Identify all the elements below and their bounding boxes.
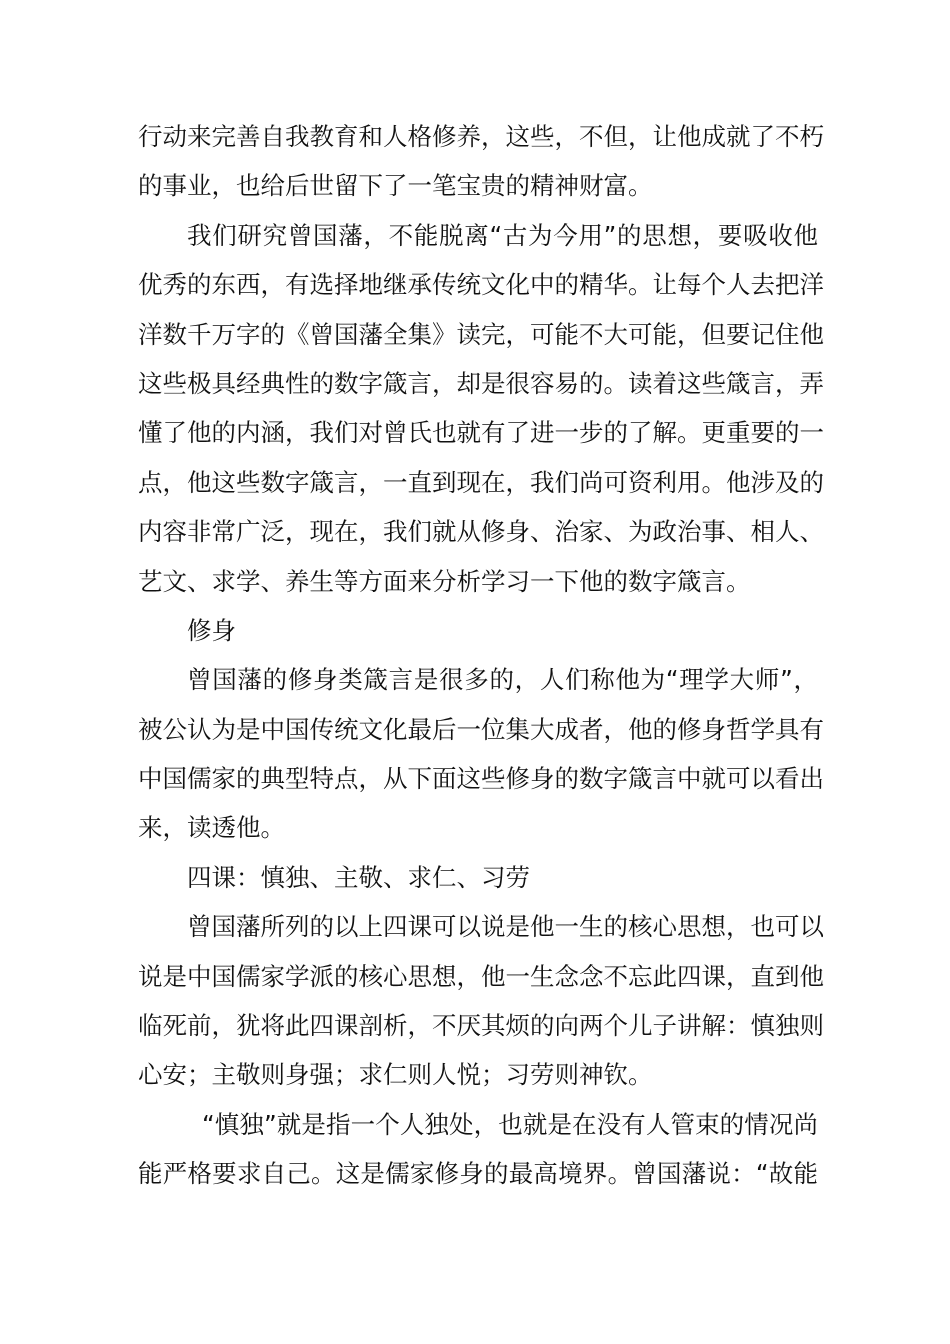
paragraph-start-line: 曾国藩的修身类箴言是很多的，人们称他为“理学大师”， — [187, 665, 818, 695]
section-heading: 修身 — [187, 615, 236, 645]
text-line: 中国儒家的典型特点，从下面这些修身的数字箴言中就可以看出 — [138, 764, 824, 794]
text-line: 优秀的东西，有选择地继承传统文化中的精华。让每个人去把洋 — [138, 270, 824, 300]
subsection-heading: 四课：慎独、主敬、求仁、习劳 — [187, 862, 530, 892]
text-line: 来，读透他。 — [138, 813, 285, 843]
text-line: 的事业，也给后世留下了一笔宝贵的精神财富。 — [138, 171, 653, 201]
text-line: 临死前，犹将此四课剖析，不厌其烦的向两个儿子讲解：慎独则 — [138, 1011, 824, 1041]
text-line: 行动来完善自我教育和人格修养，这些，不但，让他成就了不朽 — [138, 122, 824, 151]
text-line: 心安；主敬则身强；求仁则人悦；习劳则神钦。 — [138, 1060, 653, 1090]
paragraph-start-line: 曾国藩所列的以上四课可以说是他一生的核心思想，也可以 — [187, 912, 824, 942]
paragraph-start-line: “慎独”就是指一个人独处，也就是在没有人管束的情况尚 — [202, 1109, 818, 1139]
paragraph-start-line: 我们研究曾国藩，不能脱离“古为今用”的思想，要吸收他 — [187, 220, 818, 250]
text-line: 内容非常广泛，现在，我们就从修身、治家、为政治事、相人、 — [138, 517, 824, 547]
text-line: 懂了他的内涵，我们对曾氏也就有了进一步的了解。更重要的一 — [138, 418, 824, 448]
text-line: 点，他这些数字箴言，一直到现在，我们尚可资利用。他涉及的 — [138, 467, 824, 497]
text-line: 艺文、求学、养生等方面来分析学习一下他的数字箴言。 — [138, 566, 751, 596]
text-line: 说是中国儒家学派的核心思想，他一生念念不忘此四课，直到他 — [138, 961, 824, 991]
text-line: 被公认为是中国传统文化最后一位集大成者，他的修身哲学具有 — [138, 714, 824, 744]
text-line: 能严格要求自己。这是儒家修身的最高境界。曾国藩说：“故能 — [138, 1159, 818, 1189]
body-text — [138, 112, 824, 1199]
text-line: 洋数千万字的《曾国藩全集》读完，可能不大可能，但要记住他 — [138, 319, 824, 349]
text-line: 这些极具经典性的数字箴言，却是很容易的。读着这些箴言，弄 — [138, 368, 824, 398]
